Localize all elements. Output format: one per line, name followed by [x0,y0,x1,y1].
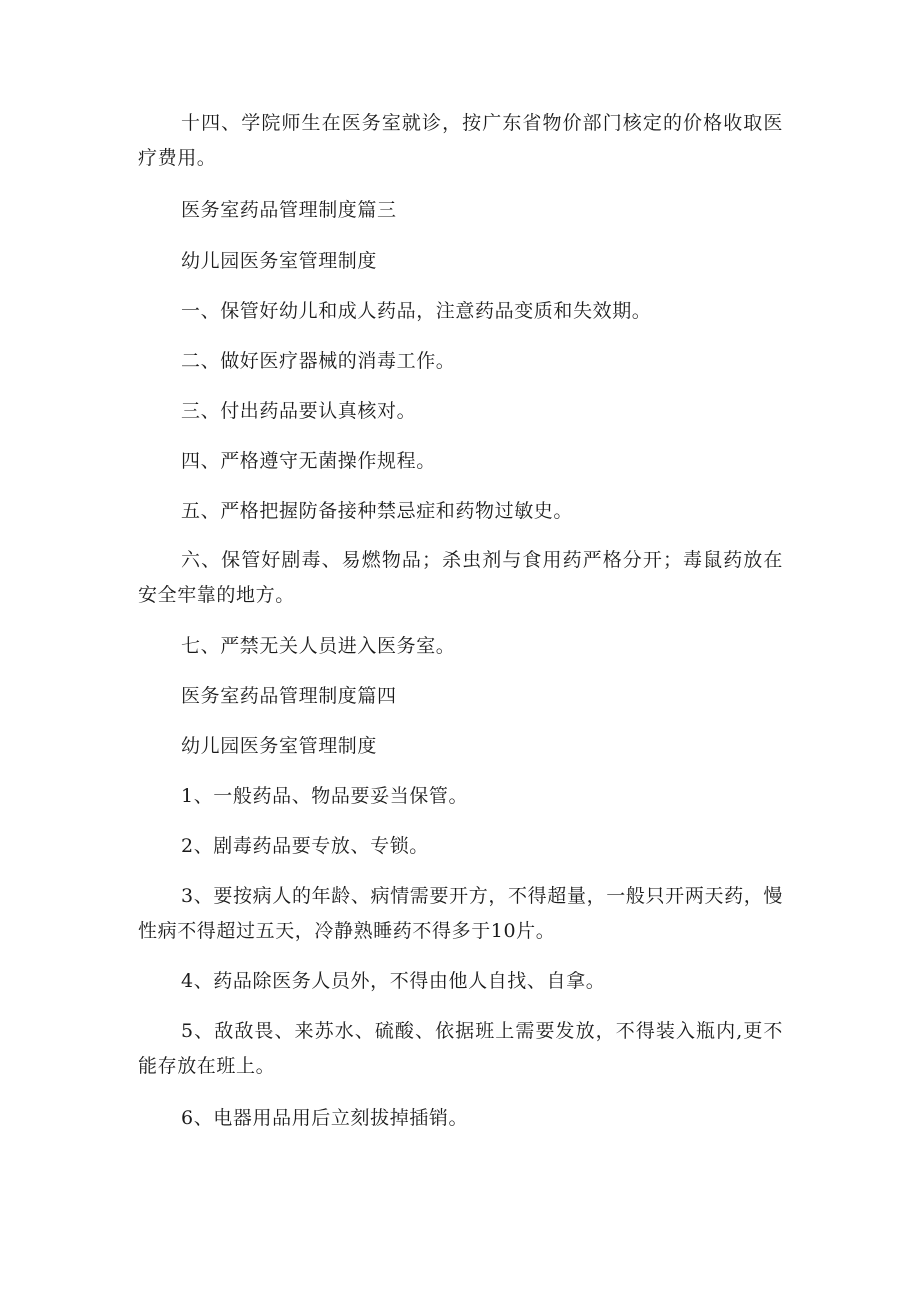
rule-item-6: 六、保管好剧毒、易燃物品；杀虫剂与食用药严格分开；毒鼠药放在安全牢靠的地方。 [138,549,783,606]
numbered-item-3: 3、要按病人的年龄、病情需要开方，不得超量，一般只开两天药，慢性病不得超过五天，冷静熟睡药不得多于10片。 [138,885,783,942]
section-heading-part-4: 医务室药品管理制度篇四 [181,685,397,707]
numbered-item-1: 1、一般药品、物品要妥当保管。 [181,785,469,807]
paragraph-item-14: 十四、学院师生在医务室就诊，按广东省物价部门核定的价格收取医疗费用。 [138,112,783,169]
rule-item-2: 二、做好医疗器械的消毒工作。 [181,350,456,372]
rule-item-1: 一、保管好幼儿和成人药品，注意药品变质和失效期。 [181,300,652,322]
rule-item-3: 三、付出药品要认真核对。 [181,400,417,422]
numbered-item-5: 5、敌敌畏、来苏水、硫酸、依据班上需要发放，不得装入瓶内,更不能存放在班上。 [138,1020,783,1077]
rule-item-7: 七、严禁无关人员进入医务室。 [181,635,456,657]
numbered-item-2: 2、剧毒药品要专放、专锁。 [181,835,429,857]
section-heading-part-3: 医务室药品管理制度篇三 [181,199,397,221]
rule-item-5: 五、严格把握防备接种禁忌症和药物过敏史。 [181,500,574,522]
section-subtitle: 幼儿园医务室管理制度 [181,250,378,272]
numbered-item-4: 4、药品除医务人员外，不得由他人自找、自拿。 [181,970,606,992]
rule-item-4: 四、严格遵守无菌操作规程。 [181,450,436,472]
numbered-item-6: 6、电器用品用后立刻拔掉插销。 [181,1107,469,1129]
section-subtitle: 幼儿园医务室管理制度 [181,735,378,757]
